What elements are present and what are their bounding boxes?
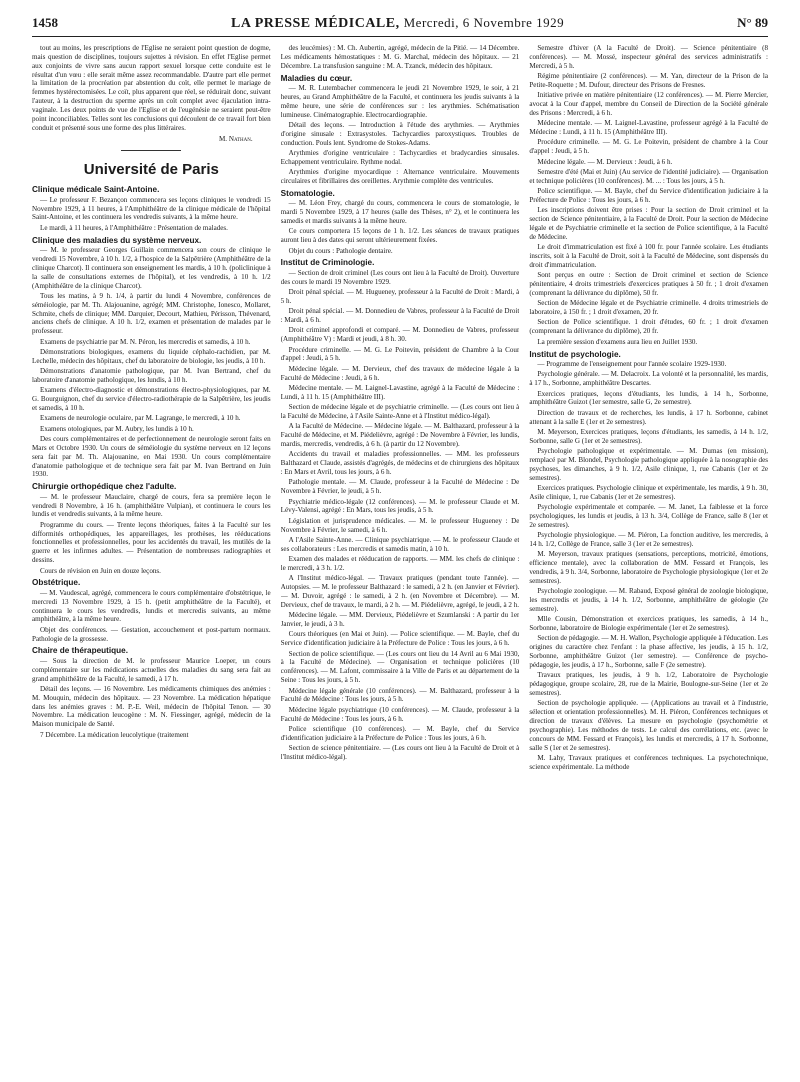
paragraph: Examens d'électro-diagnostic et démonstrations électro-physiologiques, par M. G. Bourguignon, chef du service d'électro-radiothérapie de la Salpêtrière, les jeudis et samedis, à 10 h. — [32, 386, 271, 412]
paragraph: Médecine légale. — M. Dervieux, chef des travaux de médecine légale à la Faculté de Médecine : Jeudi, à 6 h. — [280, 364, 520, 382]
paragraph: Médecine légale. — MM. Dervieux, Piédelièvre et Szumlanski : A partir du 1er Janvier, le jeudi, à 3 h. — [280, 611, 520, 629]
paragraph: Détail des leçons. — Introduction à l'étude des arythmies. — Arythmies d'origine sinusale : Extrasystoles. Tachycardies paroxystiques. Troubles de conduction. Pouls lent. Syndrome de Stokes-Adams. — [280, 120, 520, 147]
paragraph: — M. le professeur Mauclaire, chargé de cours, fera sa première leçon le vendredi 8 Novembre, à 16 h. (amphithéâtre Vulpian), et continuera le cours les lundis et vendredis suivants, à la même heure. — [32, 492, 271, 519]
course-heading: Institut de psychologie. — [529, 349, 621, 359]
journal-title — [231, 15, 564, 32]
paragraph: A l'Institut médico-légal. — Travaux pratiques (pendant toute l'année). — Autopsies. — M. le professeur Balthazard : le samedi, à 2 h. (en Janvier et Février). — M. Duvoir, agrégé : le samedi, à 2 h. (en Novembre et Décembre). — M. Dervieux, chef de travaux, le mardi, à 2 h. — M. Piédelièvre, agrégé, le jeudi, à 2 h. — [280, 574, 520, 609]
paragraph: M. Meyerson, Exercices pratiques, leçons d'étudiants, les samedis, à 14 h. 1/2, Sorbonne, salle G (1er et 2e semestres). — [529, 427, 769, 445]
paragraph: — Programme de l'enseignement pour l'année scolaire 1929-1930. — [537, 360, 727, 368]
paragraph: Psychologie pathologique et expérimentale. — M. Dumas (en mission), remplacé par M. Blondel, Psychologie pathologique appliquée à la nosographie des psychoses, les dimanches, à 9 h. 1/2, Asile clinique, 1, rue Cabanis (1er et 2e semestres). — [529, 447, 769, 482]
paragraph: — Le professeur F. Bezançon commencera ses leçons cliniques le vendredi 15 Novembre 1929, à 11 heures, à l'Amphithéâtre de la clinique médicale de l'hôpital Saint-Antoine, et les continuera les vendredis suivants, à la même heure. — [32, 195, 271, 222]
paragraph: Médecine légale générale (10 conférences). — M. Balthazard, professeur à la Faculté de Médecine : Tous les jours, à 5 h. — [280, 686, 520, 704]
paragraph: — M. R. Lutembacher commencera le jeudi 21 Novembre 1929, le soir, à 21 heures, au Grand Amphithéâtre de la Faculté, et continuera les jeudis suivants à la même heure, une série de conférences sur : les arythmies. Schématisation lumineuse. Cinématographie. Electrocardiographie. — [280, 84, 520, 119]
paragraph: Psychologie expérimentale et comparée. — M. Janet, La faiblesse et la force psychologiques, les lundis et jeudis, à 13 h. 3/4, Collège de France, salle 8 (1er et 2e semestres). — [529, 503, 769, 529]
paragraph: Travaux pratiques, les jeudis, à 9 h. 1/2, Laboratoire de Psychologie pédagogique, groupe scolaire, 28, rue de la Mairie, Boulogne-sur-Seine (1er et 2e semestres). — [529, 671, 769, 698]
paragraph: A la Faculté de Médecine. — Médecine légale. — M. Balthazard, professeur à la Faculté de Médecine, et M. Piédelièvre, agrégé : De Novembre à Février, les lundis, mardis, mercredis, vendredis, à 6 h. (à partir du 12 Novembre). — [280, 422, 520, 449]
paragraph: Semestre d'été (Mai et Juin) (Au service de l'identité judiciaire). — Organisation et technique policières (10 conférences). M. ... : Tous les jours, à 5 h. — [529, 167, 769, 185]
section-title: Université de Paris — [83, 161, 219, 179]
paragraph: Psychologie zoologique. — M. Rabaud, Exposé général de zoologie biologique, les mercredis et jeudis, à 14 h. 1/2, Sorbonne, amphithéâtre de géologie (2e semestre). — [529, 587, 769, 613]
course-heading: Stomatologie. — [280, 188, 335, 198]
paragraph: A l'Asile Sainte-Anne. — Clinique psychiatrique. — M. le professeur Claude et ses collaborateurs : Les mercredis et samedis matin, à 10 h. — [280, 536, 520, 553]
paragraph: Cours théoriques (en Mai et Juin). — Police scientifique. — M. Bayle, chef du Service d'identification judiciaire à la Préfecture de Police : Tous les jours, à 6 h. — [280, 630, 520, 648]
paragraph: Législation et jurisprudence médicales. — M. le professeur Hugueney : De Novembre à Février, le samedi, à 6 h. — [280, 516, 520, 534]
column-2 — [281, 44, 520, 1074]
paragraph: Cours de révision en Juin en douze leçons. — [40, 566, 161, 575]
paragraph: des leucémies) : M. Ch. Aubertin, agrégé, médecin de la Pitié. — 14 Décembre. Les médicaments hémostatiques : M. G. Marchal, médecin des hôpitaux. — 21 Décembre. La transfusion sanguine : M. A. Tzanck, médecin des hôpitaux. — [280, 44, 520, 70]
paragraph: Exercices pratiques. Psychologie clinique et expérimentale, les mardis, à 9 h. 30, Asile clinique, 1, rue Cabanis (1er et 2e semestres). — [529, 483, 769, 501]
paragraph: Exercices pratiques, leçons d'étudiants, les lundis, à 14 h., Sorbonne, amphithéâtre Guizot (1er semestre, salle G, 2e semestre). — [529, 389, 769, 407]
paragraph: La première session d'examens aura lieu en Juillet 1930. — [537, 337, 698, 346]
paragraph: Section de Médecine légale et de Psychiatrie criminelle. 4 droits trimestriels de laboratoire, à 150 fr. ; 1 droit d'examen, 20 fr. — [529, 299, 769, 317]
paragraph: Médecine mentale. — M. Laignel-Lavastine, agrégé à la Faculté de Médecine : Lundi, à 11 h. 15 (Amphithéâtre III). — [280, 384, 520, 401]
paragraph: Procédure criminelle. — M. G. Le Poitevin, président de chambre à la Cour d'appel : Jeudi, à 5 h. — [529, 138, 769, 156]
paragraph: Initiative privée en matière pénitentiaire (12 conférences). — M. Pierre Mercier, avocat à la Cour d'appel, membre du Conseil de Direction de la Société générale des Prisons : Mercredi, à 6 h. — [529, 91, 769, 117]
course-heading: Clinique médicale Saint-Antoine. — [32, 185, 160, 195]
paragraph: M. Meyerson, travaux pratiques (sensations, perceptions, motricité, émotions, efficience mentale), avec la collaboration de MM. Fessard et François, les vendredis, à 9 h. 3/4, Sorbonne, laboratoire de Psychologie physiologique (1er et 2e semestres). — [529, 550, 769, 585]
paragraph: Le droit d'immatriculation est fixé à 100 fr. pour l'année scolaire. Les étudiants inscrits, soit à la Faculté de Droit, soit à la Faculté de Médecine, sont dispensés du droit d'immatriculation. — [529, 243, 769, 269]
paragraph: Psychologie générale. — M. Delacroix. La volonté et la personnalité, les mardis, à 17 h., Sorbonne, amphithéâtre Descartes. — [529, 370, 769, 388]
paragraph: Médecine légale. — M. Dervieux : Jeudi, à 6 h. — [537, 157, 673, 166]
paragraph: Ce cours comportera 15 leçons de 1 h. 1/2. Les séances de travaux pratiques auront lieu à des dates qui seront ultérieurement fixées. — [280, 227, 520, 245]
course-heading: Obstétrique. — [32, 578, 81, 588]
column-1 — [32, 44, 271, 1074]
paragraph: M. Lahy, Travaux pratiques et conférences techniques. La psychotechnique, science expérimentale. La méthode — [529, 753, 769, 771]
paragraph: Police scientifique. — M. Bayle, chef du Service d'identification judiciaire à la Préfecture de Police : Tous les jours, à 6 h. — [529, 187, 769, 204]
paragraph: Démonstrations biologiques, examens du liquide céphalo-rachidien, par M. Lechelle, médecin des hôpitaux, chef du laboratoire de biologie, les jeudis, à 10 h. — [32, 347, 271, 365]
paragraph: Le mardi, à 11 heures, à l'Amphithéâtre : Présentation de malades. — [40, 223, 228, 232]
paragraph: Des cours complémentaires et de perfectionnement de neurologie seront faits en Mars et Octobre 1930. Un cours de séméiologie du système nerveux en 12 leçons sera fait par M. Th. Alajouanine, en Mai 1930. Un cours complémentaire d'anatomie pathologique et de technique sera fait par M. Ivan Bertrand en Juin 1930. — [32, 435, 271, 479]
paragraph: — M. le professeur Georges Guillain commencera son cours de clinique le vendredi 15 Novembre, à 10 h. 1/2, à l'hospice de la Salpêtrière (Amphithéâtre de la clinique Charcot). Il continuera son enseignement les mardis, à 10 h. (policlinique à la salle de consultations externes de l'hôpital), et les vendredis, à 10 h. 1/2 (Amphithéâtre de la clinique Charcot). — [32, 246, 271, 290]
paragraph: Mlle Cousin, Démonstration et exercices pratiques, les samedis, à 14 h., Sorbonne, laboratoire de Biologie expérimentale (1er et 2e semestres). — [529, 615, 769, 633]
page-number: 1458 — [32, 15, 58, 30]
paragraph: Détail des leçons. — 16 Novembre. Les médicaments chimiques des anémies : M. Mouquin, médecin des hôpitaux. — 23 Novembre. La médication hépatique dans les anémies graves : M. P.-E. Weil, médecin de l'hôpital Tenon. — 30 Novembre. La médication leucogène : M. N. Fiessinger, agrégé, médecin de la Maison municipale de Santé. — [32, 684, 271, 729]
paragraph: Section de science pénitentiaire. — (Les cours ont lieu à la Faculté de Droit et à l'Institut médico-légal). — [280, 744, 520, 761]
article-columns — [32, 44, 768, 1074]
paragraph: Examens de neurologie oculaire, par M. Lagrange, le mercredi, à 10 h. — [40, 414, 241, 423]
paragraph: Régime pénitentiaire (2 conférences). — M. Yan, directeur de la Prison de la Petite-Roquette ; M. Dufour, directeur des Prisons de Fresnes. — [529, 72, 769, 89]
paragraph: Droit criminel approfondi et comparé. — M. Donnedieu de Vabres, professeur (Amphithéâtre V) : Mardi et jeudi, à 8 h. 30. — [280, 326, 520, 344]
paragraph: — Section de droit criminel (Les cours ont lieu à la Faculté de Droit). Ouverture des cours le mardi 19 Novembre 1929. — [280, 268, 520, 286]
paragraph: Arythmies d'origine myocardique : Alternance ventriculaire. Mouvements circulaires et fibrillaires des oreillettes. Arythmie complète des ventricules. — [280, 168, 520, 185]
paragraph: Section de médecine légale et de psychiatrie criminelle. — (Les cours ont lieu à la Faculté de Médecine, à l'Asile Sainte-Anne et à l'Institut médico-légal). — [280, 403, 520, 421]
course-heading: Institut de Criminologie. — [280, 258, 375, 268]
paragraph: — M. Vaudescal, agrégé, commencera le cours complémentaire d'obstétrique, le mercredi 13 Novembre 1929, à 15 h. (petit amphithéâtre de la Faculté), et continuera le cours les vendredis, lundis et mercredis suivants, au même amphithéâtre, à la même heure. — [32, 588, 271, 624]
issue-number: N° 89 — [737, 15, 768, 30]
page-header — [32, 10, 768, 37]
paragraph: Psychiatrie médico-légale (12 conférences). — M. le professeur Claude et M. Lévy-Valensi, agrégé : En Mars, tous les jeudis, à 5 h. — [280, 497, 520, 515]
paragraph: Médecine légale psychiatrique (10 conférences). — M. Claude, professeur à la Faculté de Médecine : Tous les jours, à 6 h. — [280, 705, 520, 723]
paragraph: Objet des conférences. — Gestation, accouchement et post-partum normaux. Pathologie de la grossesse. — [32, 625, 271, 643]
paragraph: Objet du cours : Pathologie dentaire. — [288, 246, 393, 255]
paragraph: Semestre d'hiver (A la Faculté de Droit). — Science pénitentiaire (8 conférences). — M. Mossé, inspecteur général des services administratifs : Mercredi, à 5 h. — [529, 44, 769, 70]
paragraph: Section de Police scientifique. 1 droit d'études, 60 fr. ; 1 droit d'examen (comprenant la délivrance du diplôme), 20 fr. — [529, 318, 769, 336]
course-heading: Chaire de thérapeutique. — [32, 646, 128, 656]
paragraph: Sont perçus en outre : Section de Droit criminel et section de Science pénitentiaire, 4 droits trimestriels d'exercices pratiques à 50 fr. ; 1 droit d'examen (comprenant la délivrance du diplôme), 50 fr. — [529, 271, 769, 297]
paragraph: Démonstrations d'anatomie pathologique, par M. Ivan Bertrand, chef du laboratoire d'anatomie pathologique, les lundis, à 10 h. — [32, 367, 271, 384]
paragraph: Programme du cours. — Trente leçons théoriques, faites à la Faculté sur les difformités orthopédiques, les appareillages, les prothèses, les rééducations fonctionnelles et professionnelles, pour les accidentés du travail, les mutilés de la guerre et les infirmes adultes. — Présentation de nombreuses radiographies et dessins. — [32, 520, 271, 565]
course-heading: Maladies du cœur. — [280, 73, 353, 83]
paragraph: tout au moins, les prescriptions de l'Eglise ne seraient point question de dogme, mais question de disciplines, toujours sujettes à révision. En effet l'Eglise permet aux conjoints de vivre sans aucun rapport sexuel lorsque cette conduite est le résultat d'un vœu : elle serait même assez recommandable. D'autre part elle permet la limitation de la procréation par abstention du coït, elle permet le mariage de femmes hystérectomisées. Le coït, plus apparent que réel, se réduirait donc, suivant l'auteur, à la destruction du sperme après un coït complet avec éjaculation intra-vaginale. Les deux points de vue de l'Eglise et de l'eugénésie ne seraient peut-être point inconciliables. Telles sont les conclusions qui découlent de ce travail fort bien conduit et présenté sous une forme des plus littéraires. — [32, 44, 271, 132]
paragraph: Procédure criminelle. — M. G. Le Poitevin, président de Chambre à la Cour d'appel : Jeudi, à 5 h. — [280, 345, 520, 363]
journal-name: LA PRESSE MÉDICALE, — [231, 15, 400, 31]
paragraph: Examen des malades et rééducation de rapports. — MM. les chefs de clinique : le mercredi, à 3 h. 1/2. — [280, 555, 520, 573]
paragraph: 7 Décembre. La médication leucolytique (traitement — [40, 730, 189, 739]
paragraph: — M. Léon Frey, chargé du cours, commencera le cours de stomatologie, le mardi 5 Novembre 1929, à 17 heures (salle des Thèses, n° 2), et le continuera les samedis et mardis suivants à la même heure. — [280, 199, 520, 225]
paragraph: Les inscriptions doivent être prises : Pour la section de Droit criminel et la section de Science pénitentiaire, à la Faculté de Droit. Pour la section de Médecine légale et de Psychiatrie criminelle et la section de Police scientifique, à la Faculté de Médecine. — [529, 206, 769, 241]
paragraph: Tous les matins, à 9 h. 1/4, à partir du lundi 4 Novembre, conférences de séméiologie, par M. Th. Alajouanine, agrégé; MM. Christophe, Ionesco, Mollaret, Schmite, chefs de clinique; MM. Darquier, Decourt, Mathieu, Périsson, Thévenard, anciens chefs de clinique. A 10 h. 1/2, examen et présentation de malades par le professeur. — [32, 291, 271, 336]
paragraph: Section de pédagogie. — M. H. Wallon, Psychologie appliquée à l'éducation. Les origines du caractère chez l'enfant : la phase affective, les jeudis, à 15 h. 1/2, Sorbonne, amphithéâtre Guizot (1er semestre). — Conférence de psycho-pédagogie, les jeudis, à 17 h., Sorbonne, salle F (2e semestre). — [529, 634, 769, 669]
paragraph: Section de psychologie appliquée. — (Applications au travail et à l'industrie, sélection et orientation professionnelles). M. H. Piéron, Conférences techniques et direction de travaux d'élèves. La mesure en psychologie (psychométrie et psychographie). Les méthodes de tests. Le calcul des corrélations, etc. (avec le concours de MM. Fessard et François), les lundis et mercredis, à 17 h. Sorbonne, salle S (1er et 2e semestres). — [529, 699, 769, 752]
paragraph: Psychologie physiologique. — M. Piéron, La fonction auditive, les mercredis, à 14 h. 1/2, Collège de France, salle 3 (1er et 2e semestres). — [529, 531, 769, 549]
paragraph: Droit pénal spécial. — M. Hugueney, professeur à la Faculté de Droit : Mardi, à 5 h. — [280, 288, 520, 305]
paragraph: Arythmies d'origine ventriculaire : Tachycardies et bradycardies sinusales. Echappement ventriculaire. Rythme nodal. — [280, 148, 520, 166]
paragraph: Examens de psychiatrie par M. N. Péron, les mercredis et samedis, à 10 h. — [40, 337, 251, 346]
paragraph: Pathologie mentale. — M. Claude, professeur à la Faculté de Médecine : De Novembre à Février, le jeudi, à 5 h. — [280, 478, 520, 496]
paragraph: Section de police scientifique. — (Les cours ont lieu du 14 Avril au 6 Mai 1930, à la Faculté de Médecine). — Organisation et technique policières (10 conférences). — M. Lafont, commissaire à la Ville de Paris et au département de la Seine : Tous les jours, à 5 h. — [280, 649, 520, 685]
course-heading: Clinique des maladies du système nerveux. — [32, 235, 202, 245]
paragraph: Examens otologiques, par M. Aubry, les lundis à 10 h. — [40, 424, 194, 433]
paragraph: Médecine mentale. — M. Laignel-Lavastine, professeur agrégé à la Faculté de Médecine : Lundi, à 11 h. 15 (Amphithéâtre III). — [529, 119, 769, 137]
issue-date: Mercredi, 6 Novembre 1929 — [403, 14, 565, 30]
author-signature: M. Nathan. — [218, 135, 253, 144]
paragraph: Droit pénal spécial. — M. Donnedieu de Vabres, professeur à la Faculté de Droit : Mardi, à 6 h. — [280, 307, 520, 325]
course-heading: Chirurgie orthopédique chez l'adulte. — [32, 482, 177, 492]
column-3 — [529, 44, 768, 1074]
paragraph: Police scientifique (10 conférences). — M. Bayle, chef du Service d'identification judiciaire à la Préfecture de Police : Tous les jours, à 6 h. — [280, 724, 520, 742]
paragraph: Accidents du travail et maladies professionnelles. — MM. les professeurs Balthazard et Claude, assistés d'agrégés, de médecins et de chirurgiens des hôpitaux : En Mars et Avril, tous les jours, à 6 h. — [280, 450, 520, 477]
paragraph: — Sous la direction de M. le professeur Maurice Loeper, un cours complémentaire sur les médications actuelles des maladies du sang sera fait au grand amphithéâtre de la Faculté, le samedi, à 17 h. — [32, 656, 271, 683]
paragraph: Direction de travaux et de recherches, les lundis, à 17 h. Sorbonne, cabinet attenant à la salle E (1er et 2e semestres). — [529, 408, 769, 426]
separator-rule — [121, 150, 181, 151]
